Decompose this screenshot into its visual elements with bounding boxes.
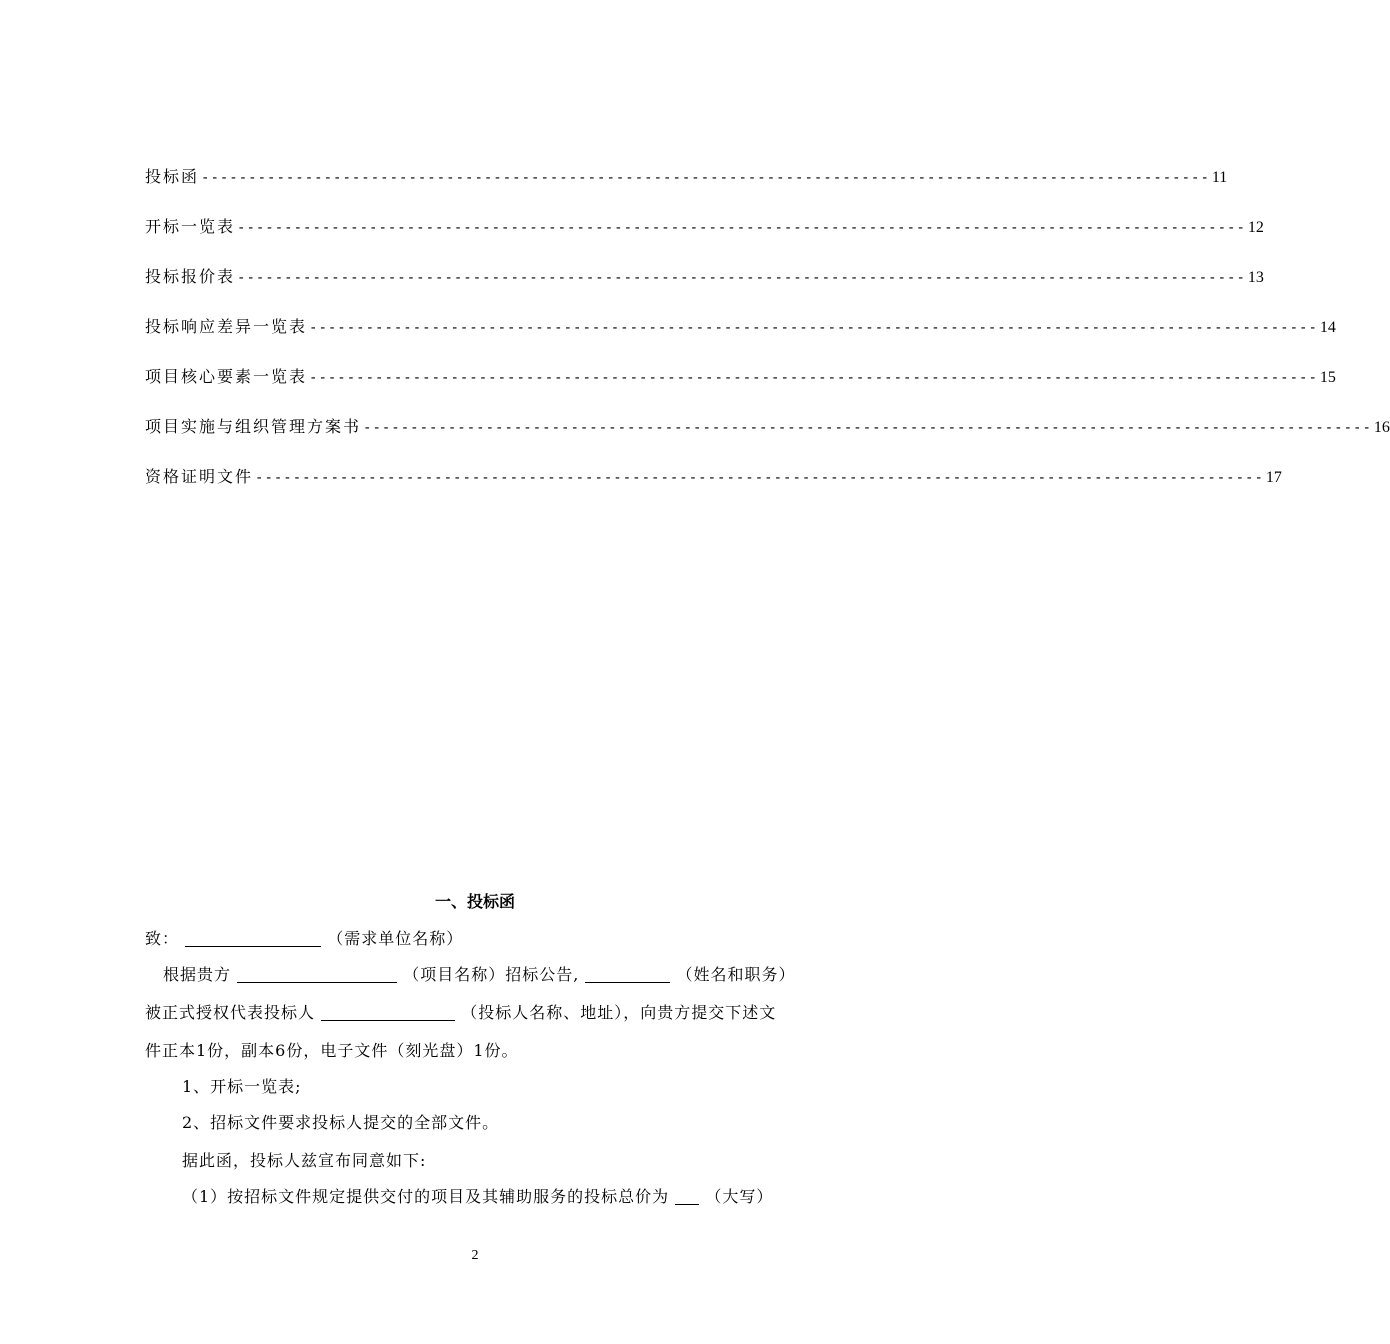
toc-entry-page: 14: [1319, 319, 1336, 336]
declaration-line: 据此函，投标人兹宣布同意如下:: [182, 1151, 427, 1170]
toc-leader: -----------------------------------------------------------------------------------------------------------: [309, 370, 1318, 386]
paragraph-line: [145, 1000, 776, 1023]
toc-entry-page: 16: [1373, 419, 1390, 436]
toc-entry[interactable]: [145, 164, 1228, 214]
toc-entry-title: 投标报价表: [145, 267, 236, 286]
paragraph-line: 件正本1份，副本6份，电子文件（刻光盘）1份。: [145, 1041, 519, 1060]
paragraph-text: 被正式授权代表投标人: [145, 1003, 316, 1022]
toc-entry[interactable]: [145, 464, 1282, 514]
toc-entry[interactable]: [145, 264, 1264, 314]
page-number: 2: [471, 1248, 479, 1263]
toc-entry[interactable]: [145, 414, 1390, 464]
addressee-label: 致：: [145, 929, 180, 948]
toc-entry-page: 11: [1211, 169, 1228, 186]
toc-entry[interactable]: [145, 364, 1336, 414]
toc-entry[interactable]: [145, 314, 1336, 364]
clause-text: （大写）: [705, 1187, 774, 1206]
toc-leader: -----------------------------------------------------------------------------------------------------------: [237, 270, 1246, 286]
paragraph-text: （姓名和职务）: [676, 965, 796, 984]
paragraph-text: （项目名称）招标公告,: [403, 965, 580, 984]
toc-entry-title: 项目实施与组织管理方案书: [145, 417, 362, 436]
toc-entry-title: 投标响应差异一览表: [145, 317, 308, 336]
paragraph-text: 根据贵方: [163, 965, 232, 984]
addressee-hint: （需求单位名称）: [327, 929, 464, 948]
toc-entry-title: 项目核心要素一览表: [145, 367, 308, 386]
toc-entry-title: 投标函: [145, 167, 200, 186]
list-item: 2、招标文件要求投标人提交的全部文件。: [182, 1113, 500, 1132]
project-name-blank[interactable]: [237, 964, 397, 983]
toc-leader: -----------------------------------------------------------------------------------------------------------: [363, 420, 1372, 436]
paragraph-line: [163, 962, 796, 985]
bidder-name-blank[interactable]: [321, 1002, 455, 1021]
list-item: 1、开标一览表;: [182, 1077, 302, 1096]
toc-entry-page: 17: [1265, 469, 1282, 486]
addressee-blank[interactable]: [185, 928, 321, 947]
paragraph-text: （投标人名称、地址），向贵方提交下述文: [461, 1003, 777, 1022]
toc-entry-title: 资格证明文件: [145, 467, 254, 486]
toc-leader: -----------------------------------------------------------------------------------------------------------: [255, 470, 1264, 486]
section-heading: 一、投标函: [434, 892, 515, 911]
name-title-blank[interactable]: [585, 964, 670, 983]
table-of-contents: [145, 164, 1390, 514]
total-price-blank[interactable]: [675, 1186, 699, 1205]
clause-text: （1）按招标文件规定提供交付的项目及其辅助服务的投标总价为: [182, 1187, 670, 1206]
toc-entry-page: 12: [1247, 219, 1264, 236]
toc-entry-page: 15: [1319, 369, 1336, 386]
clause-line: [182, 1184, 773, 1207]
toc-entry-title: 开标一览表: [145, 217, 236, 236]
toc-leader: -----------------------------------------------------------------------------------------------------------: [309, 320, 1318, 336]
toc-leader: -----------------------------------------------------------------------------------------------------------: [201, 170, 1210, 186]
toc-entry-page: 13: [1247, 269, 1264, 286]
addressee-line: [145, 926, 463, 949]
toc-entry[interactable]: [145, 214, 1264, 264]
toc-leader: -----------------------------------------------------------------------------------------------------------: [237, 220, 1246, 236]
